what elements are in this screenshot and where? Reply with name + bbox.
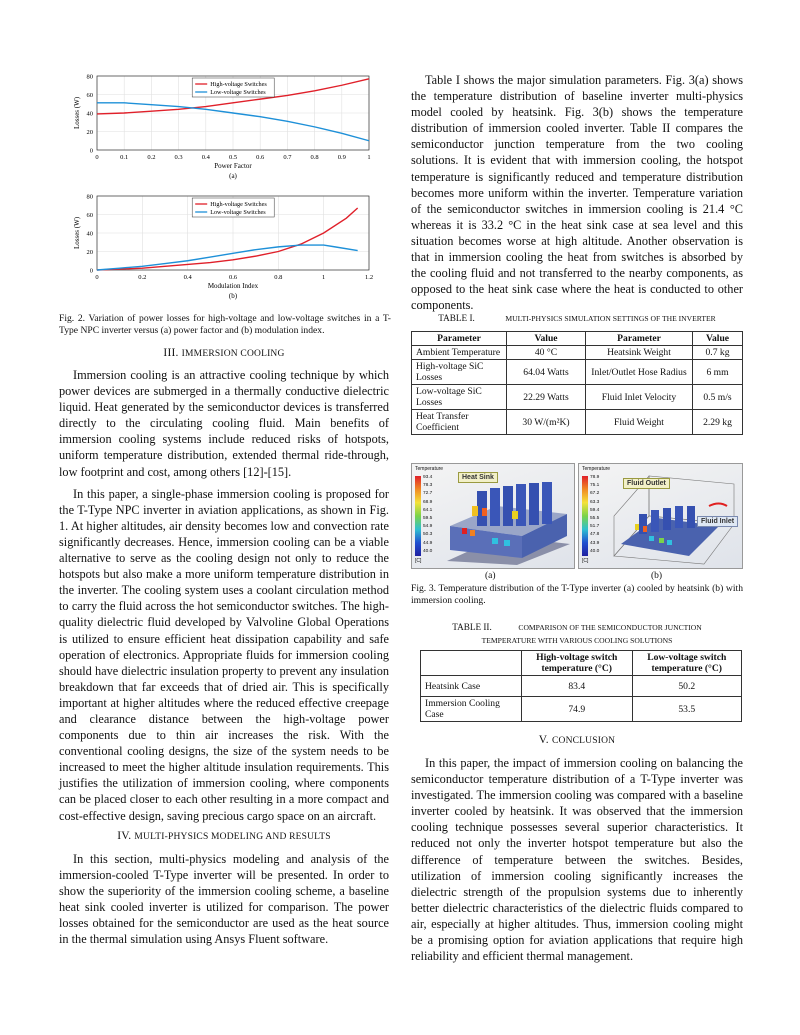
table-row: [412, 346, 743, 360]
table2-caption: [411, 621, 743, 647]
table-row: [412, 360, 743, 385]
table-cell: Heatsink Case: [421, 676, 522, 697]
fig3a-legend-title: Temperature: [415, 466, 444, 472]
legend-label: Low-voltage Switches: [210, 89, 266, 97]
y-tick-label: 40: [86, 110, 93, 118]
table-cell: 74.9: [522, 697, 633, 722]
table-cell: 83.4: [522, 676, 633, 697]
fig2b-chart: [71, 190, 391, 305]
table-cell: 64.04 Watts: [507, 360, 586, 385]
x-tick-label: 0.6: [256, 154, 265, 161]
x-tick-label: 0.3: [174, 154, 183, 161]
table2-title-line2: TEMPERATURE WITH VARIOUS COOLING SOLUTIONS: [481, 636, 673, 645]
table1-header: Parameter: [412, 332, 507, 346]
legend-value: 75.1: [590, 483, 600, 489]
x-tick-label: 1: [322, 274, 326, 281]
y-tick-label: 80: [86, 73, 93, 81]
fig3a-sublabel: (a): [485, 571, 496, 581]
x-axis-label: Modulation Index: [207, 282, 259, 290]
legend-value: 44.9: [423, 540, 433, 546]
y-tick-label: 20: [86, 129, 93, 136]
multiphysics-paragraph-1: In this section, multi-physics modeling and analysis of the immersion-cooled T-Type inverter will be presented. In order to show the superiority of the immersion cooling scheme, a baseline heat sink cooled inverter is utilized for comparison. The power losses obtained for the semiconductor are used as the heat source in the thermal simulation using Ansys Fluent software.: [59, 852, 389, 947]
table2-header: Low-voltage switch temperature (°C): [632, 651, 741, 676]
legend-label: Low-voltage Switches: [210, 209, 266, 217]
table-cell: High-voltage SiC Losses: [412, 360, 507, 385]
x-tick-label: 0.8: [274, 274, 283, 281]
table-row: [421, 697, 742, 722]
table1-header: Parameter: [586, 332, 693, 346]
immersion-paragraph-2: In this paper, a single-phase immersion cooling is proposed for the T-Type NPC inverter in aviation applications, as shown in Fig. 1. At higher altitudes, air density becomes low and convection rate significantly decreases. Hence, immersion cooling can be a viable alternative to serve as the cooling design not only to reduce the hotspots but also make a more uniform temperature distribution in the inverter. The cooling system uses a coolant circulation method to carry the fluid across the hot semiconductor switches. The high-quality dielectric fluid developed by Valvoline Global Operations is utilized to ensure efficient heat dissipation capability and safe operation of electronics. Appropriate fluids for immersion cooling should have dielectric insulation property to prevent any insulation breakdown that far exceeds that of dried air. This is specifically important at higher altitudes where the reduced effective creepage and clearance distance between the high-voltage power components due to thin air increases the risk. With the conventional cooling designs, the size of the system needs to be increased to meet the higher altitude insulation requirements. This justifies the utilization of immersion cooling, where components can be placed closer to each other resulting in a more compact and cost-effective design, saving precious cargo space on an aircraft.: [59, 486, 389, 823]
legend-value: 78.9: [590, 475, 600, 480]
fig3a-heatsink-image: [411, 463, 575, 569]
series-line: [97, 208, 358, 270]
section-v-title: CONCLUSION: [551, 736, 616, 746]
fig3b-legend-title: Temperature: [582, 466, 611, 472]
x-tick-label: 0.9: [337, 154, 346, 161]
y-tick-label: 20: [86, 249, 93, 256]
table-cell: Heatsink Weight: [586, 346, 693, 360]
table1-title: MULTI-PHYSICS SIMULATION SETTINGS OF THE INVERTER: [505, 314, 716, 323]
table2-title-line1: COMPARISON OF THE SEMICONDUCTOR JUNCTION: [518, 623, 702, 632]
fig3b-sublabel: (b): [651, 571, 663, 581]
fig3a-color-legend: [415, 476, 421, 556]
table2: [420, 650, 742, 722]
subfigure-label: (b): [228, 292, 238, 300]
table-cell: Ambient Temperature: [412, 346, 507, 360]
section-iii-body: [59, 367, 389, 824]
section-iv-title: MULTI-PHYSICS MODELING AND RESULTS: [134, 832, 331, 842]
x-tick-label: 1.2: [364, 274, 374, 281]
table-row: [421, 676, 742, 697]
conclusion-paragraph: In this paper, the impact of immersion cooling on balancing the semiconductor temperature distribution of a T-Type inverter was investigated. The immersion cooling was compared with a baseline inverter cooled by heatsink. It was observed that the immersion cooling technique possesses several superior characteristics. It reduced not only the inverter hotspot temperature but also the difference of temperature between the switches. Besides, utilization of immersion cooling significantly increases the dielectric strength of the propulsion systems due to inherently better dielectric characteristics of the dielectric fluids compared to air, especially at higher altitudes. Thus, immersion cooling might be a promising option for aviation applications that require high reliability and efficient thermal management.: [411, 756, 743, 964]
table-cell: Low-voltage SiC Losses: [412, 385, 507, 410]
table1-header: Value: [693, 332, 743, 346]
legend-value: 59.4: [590, 507, 600, 513]
fig3b-unit: [C]: [582, 558, 589, 564]
section-iv-heading: [59, 830, 389, 842]
fig3b-immersion-image: [578, 463, 743, 569]
table1-header: Value: [507, 332, 586, 346]
table1: [411, 331, 743, 435]
legend-value: 64.1: [423, 507, 433, 513]
table-cell: Heat Transfer Coefficient: [412, 410, 507, 435]
legend-value: 40.0: [423, 548, 433, 554]
section-iv-number: IV.: [117, 830, 132, 842]
legend-value: 51.7: [590, 524, 600, 530]
legend-value: 72.7: [423, 491, 433, 497]
legend-value: 67.2: [590, 491, 600, 497]
section-iii-heading: [59, 347, 389, 359]
x-tick-label: 0.6: [228, 274, 238, 281]
legend-value: 54.9: [423, 524, 433, 530]
fig3a-legend-values: [423, 474, 432, 556]
legend-value: 55.5: [590, 516, 600, 522]
legend-value: 78.3: [423, 483, 433, 489]
y-axis-label: Losses (W): [73, 216, 81, 250]
table2-header: High-voltage switch temperature (°C): [522, 651, 633, 676]
y-tick-label: 0: [89, 147, 93, 155]
legend-value: 50.3: [423, 532, 433, 538]
x-tick-label: 0.2: [147, 154, 156, 161]
x-tick-label: 0.8: [310, 154, 319, 161]
fig3b-fluid-outlet-label: Fluid Outlet: [623, 478, 670, 489]
table-cell: 0.5 m/s: [693, 385, 743, 410]
table-row: [412, 385, 743, 410]
legend-label: High-voltage Switches: [210, 201, 267, 209]
fig3a-unit: [C]: [415, 558, 422, 564]
legend-value: 59.5: [423, 516, 433, 522]
table-cell: 6 mm: [693, 360, 743, 385]
series-line: [97, 245, 358, 270]
legend-value: 47.8: [590, 532, 600, 538]
results-paragraph: Table I shows the major simulation parameters. Fig. 3(a) shows the temperature distribution of baseline inverter multi-physics model cooled by heatsink. Fig. 3(b) shows the temperature distribution of immersion cooled inverter. Table II compares the semiconductor junction temperature from the two cooling solutions. It is evident that with immersion cooling, the hotspot temperature is significantly reduced and temperature distribution becomes more uniform within the inverter. Temperature variation of the semiconductor switches in immersion cooling is 21.4 °C whereas it is 33.2 °C in the heat sink case at sea level and this situation becomes worse at high altitude. Another observation is that in immersion cooling the heat from switches is absorbed by the cooling fluid and not transferred to the nearby components, as opposed to the heat sink case where the heat is conducted to other components.: [411, 73, 743, 313]
table1-caption: [411, 312, 743, 325]
y-tick-label: 40: [86, 230, 93, 238]
x-tick-label: 0: [95, 274, 99, 281]
results-text: [411, 72, 743, 313]
x-tick-label: 0.5: [228, 154, 238, 161]
y-tick-label: 60: [86, 92, 93, 99]
table2-header: [421, 651, 522, 676]
section-iii-title: IMMERSION COOLING: [181, 349, 285, 359]
table-cell: Immersion Cooling Case: [421, 697, 522, 722]
y-tick-label: 0: [89, 267, 93, 275]
y-tick-label: 80: [86, 193, 93, 201]
section-v-heading: [411, 734, 743, 746]
table-cell: Inlet/Outlet Hose Radius: [586, 360, 693, 385]
table-row: [412, 410, 743, 435]
fig3b-color-legend: [582, 476, 588, 556]
table-cell: 53.5: [632, 697, 741, 722]
section-v-body: [411, 755, 743, 964]
fig3b-fluid-inlet-label: Fluid Inlet: [697, 516, 738, 527]
table-cell: 22.29 Watts: [507, 385, 586, 410]
legend-value: 43.9: [590, 540, 600, 546]
x-tick-label: 1: [367, 154, 371, 161]
legend-label: High-voltage Switches: [210, 81, 267, 89]
fig3-caption: Fig. 3. Temperature distribution of the T-Type inverter (a) cooled by heatsink (b) with immersion cooling.: [411, 583, 743, 606]
legend-value: 93.4: [423, 475, 433, 480]
table1-number: TABLE I.: [438, 313, 475, 323]
section-iii-number: III.: [163, 347, 179, 359]
subfigure-label: (a): [229, 172, 237, 180]
y-tick-label: 60: [86, 212, 93, 219]
legend-value: 68.9: [423, 499, 433, 505]
table2-number: TABLE II.: [452, 622, 492, 632]
fig2b-svg: [71, 190, 391, 305]
table-cell: 30 W/(m²K): [507, 410, 586, 435]
y-axis-label: Losses (W): [73, 96, 81, 130]
fig2-caption: Fig. 2. Variation of power losses for high-voltage and low-voltage switches in a T-Type NPC inverter versus (a) power factor and (b) modulation index.: [59, 313, 391, 336]
immersion-paragraph-1: Immersion cooling is an attractive cooling technique by which power devices are submerged in a thermally conductive dielectric liquid. Heat generated by the semiconductor devices is transferred directly to the circulating cooling fluid. Main benefits of immersion cooling systems include reduced risks of hotspots, uniform temperature distribution, extended thermal ride-through, low footprint and cost, among others [12]-[15].: [59, 368, 389, 479]
fig2a-svg: [71, 70, 391, 185]
x-tick-label: 0.4: [183, 274, 192, 281]
section-v-number: V.: [538, 734, 549, 746]
fig3b-legend-values: [590, 474, 599, 556]
table-cell: Fluid Weight: [586, 410, 693, 435]
table-cell: Fluid Inlet Velocity: [586, 385, 693, 410]
fig3a-heatsink-label: Heat Sink: [458, 472, 498, 483]
legend-value: 63.3: [590, 499, 600, 505]
x-tick-label: 0.4: [201, 154, 210, 161]
table-cell: 40 °C: [507, 346, 586, 360]
fig2a-chart: [71, 70, 391, 185]
table-cell: 0.7 kg: [693, 346, 743, 360]
section-iv-body: [59, 851, 389, 948]
x-tick-label: 0.1: [120, 154, 129, 161]
x-tick-label: 0.2: [138, 274, 147, 281]
legend-value: 40.0: [590, 548, 600, 554]
x-axis-label: Power Factor: [214, 162, 252, 170]
x-tick-label: 0: [95, 154, 99, 161]
table-cell: 50.2: [632, 676, 741, 697]
x-tick-label: 0.7: [283, 154, 292, 161]
table-cell: 2.29 kg: [693, 410, 743, 435]
